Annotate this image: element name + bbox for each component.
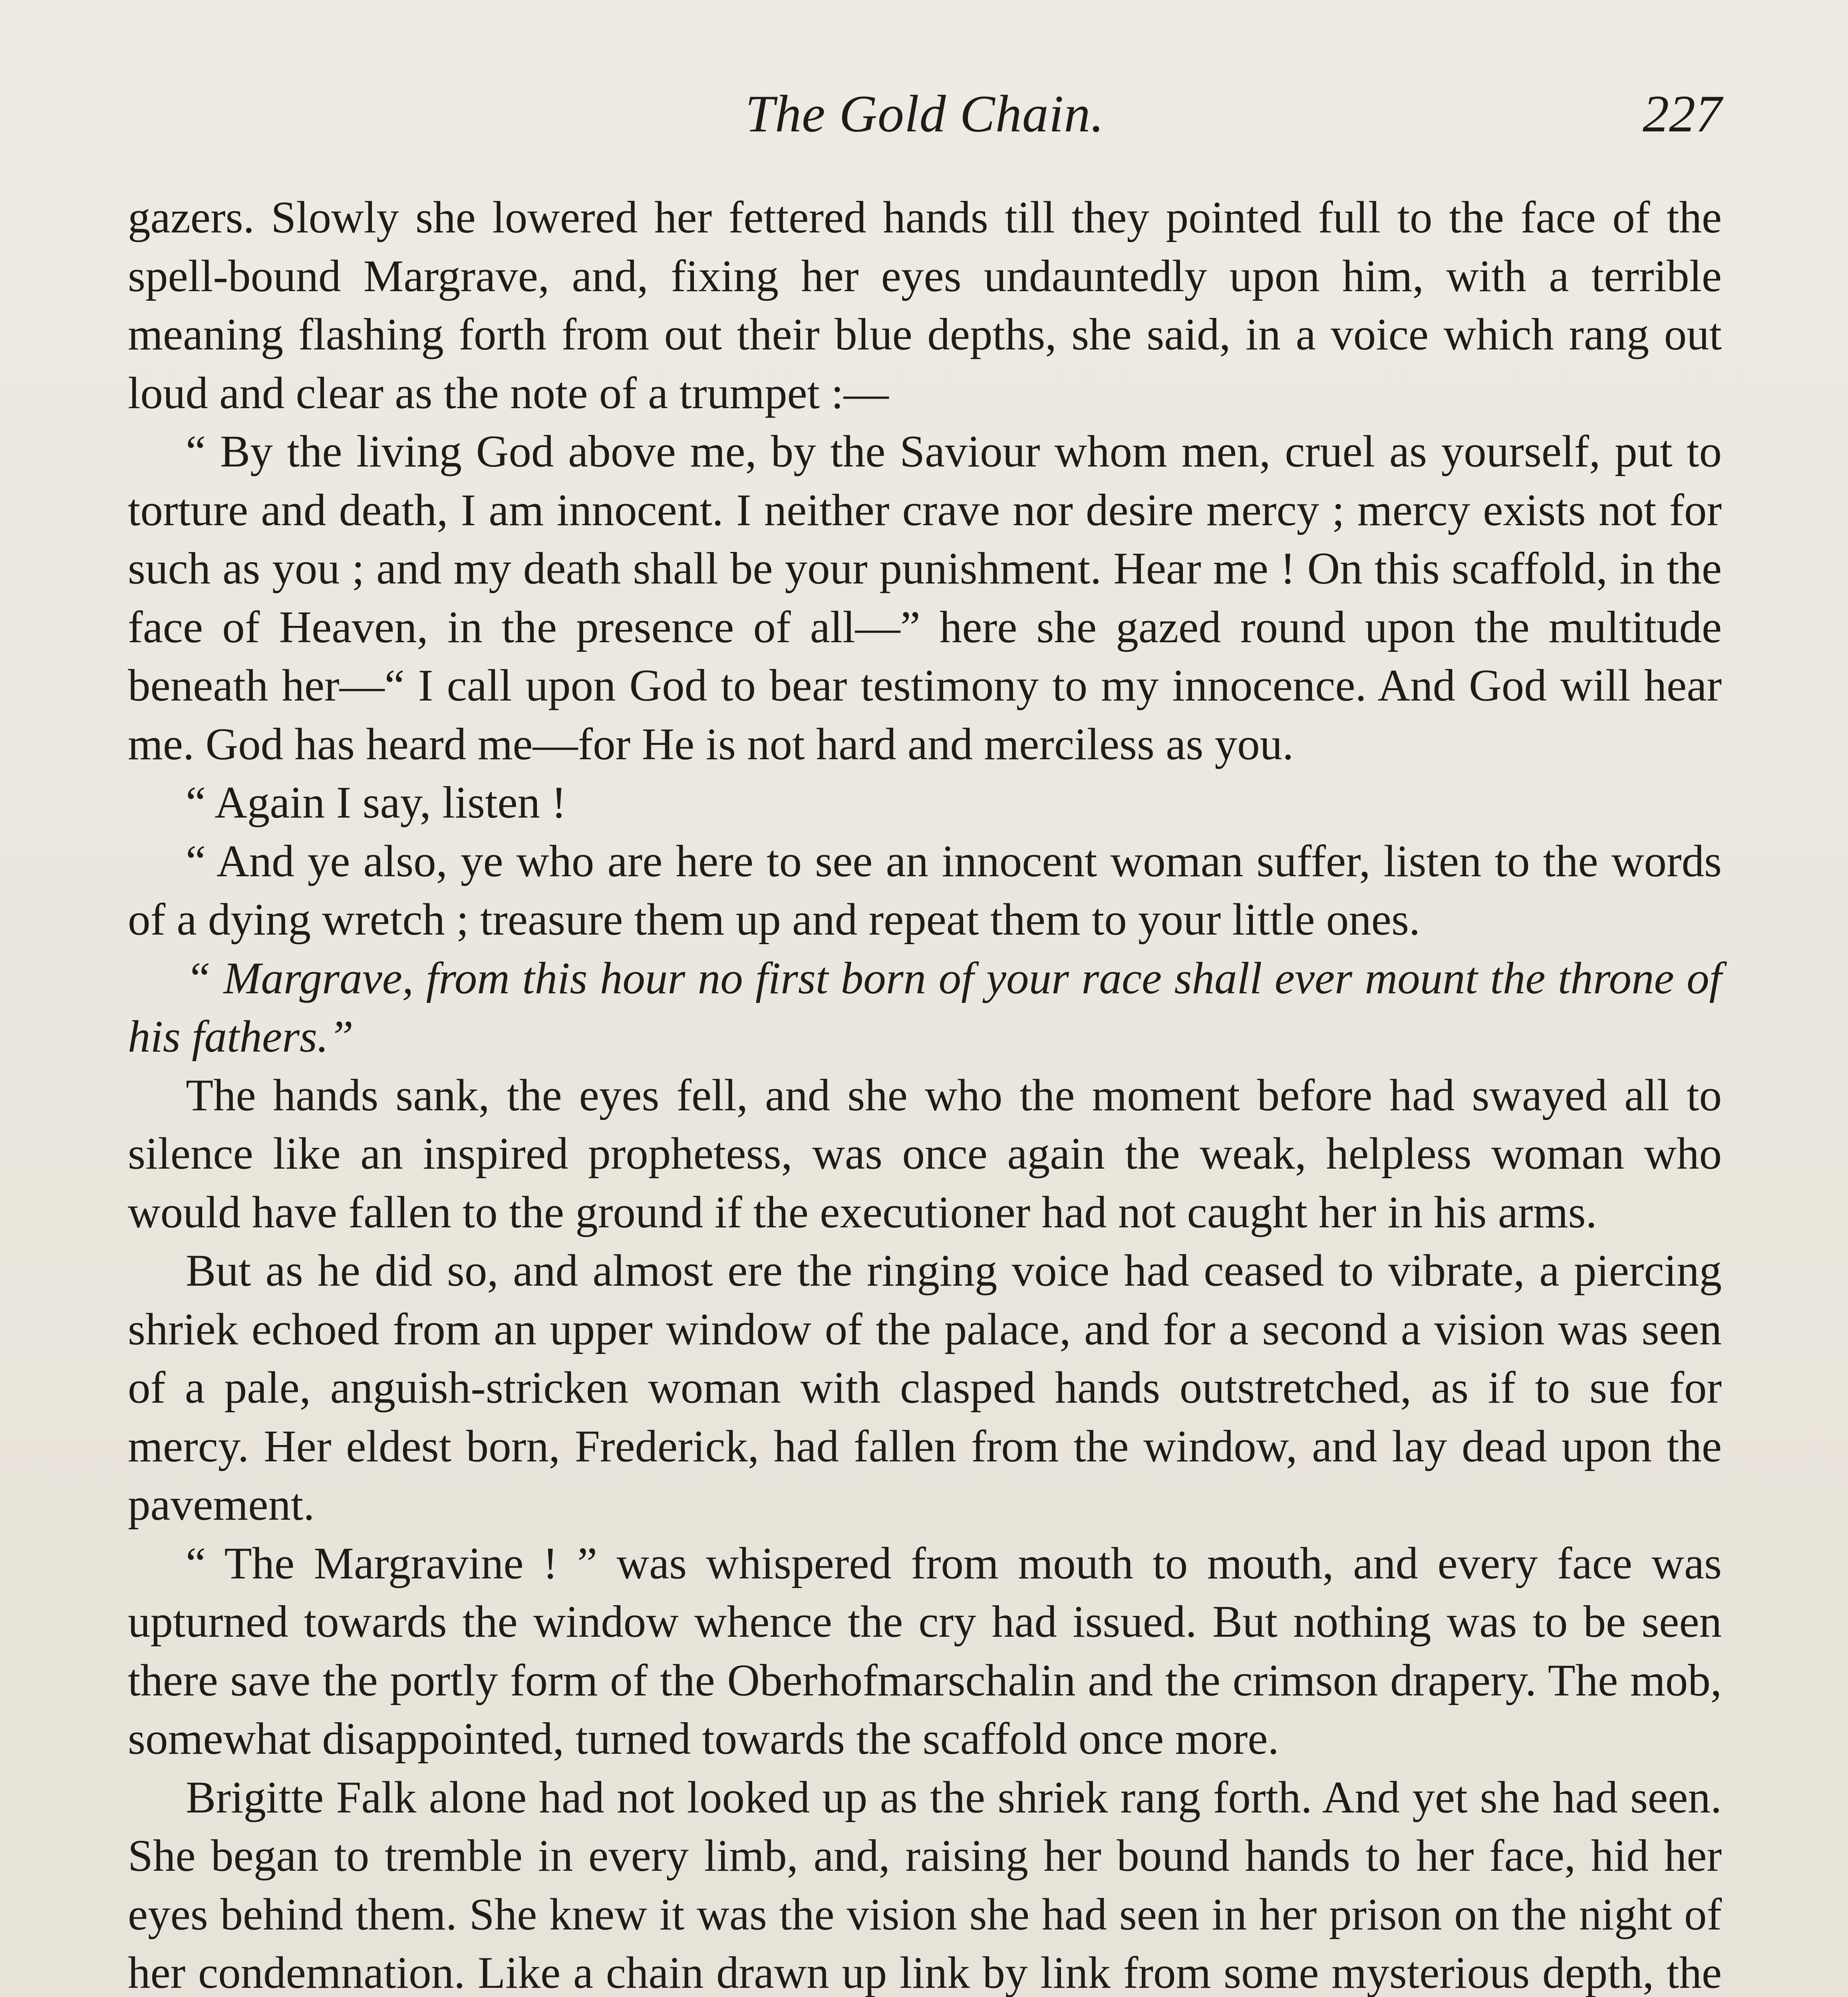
paragraph-continued: gazers. Slowly she lowered her fettered hands till they pointed full to the face of the spell-bound Margrave, and, fixing her eyes undauntedly upon him, with a terrible meaning flashing forth from out their blue depths, she said, in a voice which rang out loud and clear as the note of a trumpet :— bbox=[128, 193, 1722, 418]
paragraph-hands-sank: The hands sank, the eyes fell, and she who the moment before had swayed all to silence like an inspired prophetess, was once again the weak, helpless woman who would have fallen to the ground if the executioner had not caught her in his arms. bbox=[128, 1070, 1722, 1237]
paragraph-ye-also: “ And ye also, ye who are here to see an innocent woman suffer, listen to the words of a dying wretch ; treasure them up and repeat them to your little ones. bbox=[128, 836, 1722, 945]
paragraph-margravine: “ The Margravine ! ” was whispered from mouth to mouth, and every face was upturned towards the window whence the cry had issued. But nothing was to be seen there save the portly form of the Oberhofmarschalin and the crimson drapery. The mob, somewhat disappointed, turned towards the scaffold once more. bbox=[128, 1538, 1722, 1764]
running-title: The Gold Chain. bbox=[745, 84, 1105, 143]
paragraph-shriek: But as he did so, and almost ere the ringing voice had ceased to vibrate, a piercing shriek echoed from an upper window of the palace, and for a second a vision was seen of a pale, anguish-stricken woman with clasped hands outstretched, as if to sue for mercy. Her eldest born, Frederick, had fallen from the window, and lay dead upon the pavement. bbox=[128, 1246, 1722, 1530]
paragraph-brigitte: Brigitte Falk alone had not looked up as the shriek rang forth. And yet she had seen. She began to tremble in every limb, and, raising her bound hands to her face, hid her eyes behind them. She knew it was the vision she had seen in her prison on the night of her condemnation. Like a chain drawn up link by link from some mysterious depth, the bbox=[128, 1772, 1722, 1997]
paragraph-curse: “ Margrave, from this hour no first born of your race shall ever mount the throne of his fathers.” bbox=[128, 953, 1722, 1062]
paragraph-listen: “ Again I say, listen ! bbox=[186, 778, 566, 828]
page-number: 227 bbox=[1643, 84, 1722, 143]
paragraph-declaration: “ By the living God above me, by the Saviour whom men, cruel as yourself, put to torture and death, I am innocent. I neither crave nor desire mercy ; mercy exists not for such as you ; and my death shall be your punishment. Hear me ! On this scaffold, in the face of Heaven, in the presence of all—” here she gazed round upon the multitude beneath her—“ I call upon God to bear testimony to my innocence. And God will hear me. God has heard me—for He is not hard and merciless as you. bbox=[128, 427, 1722, 769]
running-head bbox=[128, 82, 1722, 146]
body-text bbox=[128, 189, 1722, 1997]
